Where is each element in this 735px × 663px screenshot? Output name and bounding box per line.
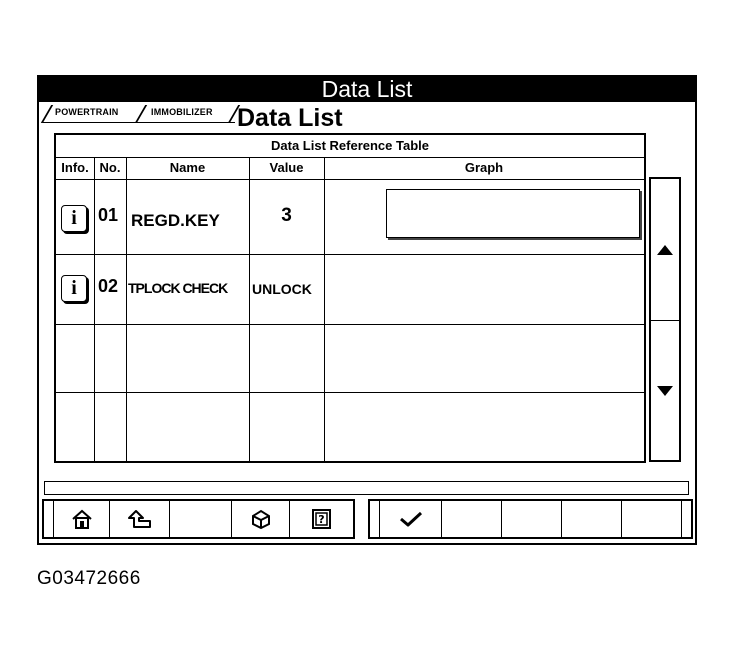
toolbar-spacer <box>682 501 691 537</box>
back-icon <box>127 508 153 530</box>
data-list-table <box>54 133 646 463</box>
tab-divider <box>135 105 147 123</box>
row-value: UNLOCK <box>252 281 312 297</box>
scrollbar-divider <box>651 320 679 321</box>
tab-underline <box>43 122 235 123</box>
scan-tool-screen <box>37 75 697 545</box>
row-divider <box>56 254 644 255</box>
blank-button[interactable] <box>502 501 562 537</box>
svg-text:?: ? <box>317 513 325 526</box>
blank-button[interactable] <box>562 501 622 537</box>
column-divider <box>126 157 127 461</box>
header-divider <box>56 179 644 180</box>
row-number: 02 <box>98 276 119 296</box>
triangle-up-icon[interactable] <box>657 245 673 255</box>
col-header-name: Name <box>126 157 249 180</box>
column-divider <box>324 157 325 461</box>
help-button[interactable] <box>290 501 353 537</box>
blank-button[interactable] <box>170 501 232 537</box>
tab-immobilizer[interactable]: IMMOBILIZER <box>151 107 213 117</box>
info-icon[interactable]: i <box>61 275 87 302</box>
column-divider <box>249 157 250 461</box>
toolbar-spacer <box>44 501 54 537</box>
row-name: REGD.KEY <box>131 211 220 230</box>
tab-divider <box>41 105 53 123</box>
home-button[interactable] <box>54 501 110 537</box>
row-number: 01 <box>98 205 119 225</box>
column-divider <box>94 157 95 461</box>
row-divider <box>56 324 644 325</box>
back-button[interactable] <box>110 501 170 537</box>
blank-button[interactable] <box>442 501 502 537</box>
home-icon <box>70 507 94 531</box>
col-header-no: No. <box>94 157 126 180</box>
tab-strip <box>43 105 253 125</box>
scrollbar[interactable] <box>649 177 681 462</box>
bottom-toolbar <box>39 499 695 543</box>
toolbar-right-group <box>368 499 693 539</box>
col-header-graph: Graph <box>324 157 644 180</box>
window-title: Data List <box>39 77 695 102</box>
col-header-info: Info. <box>56 157 94 180</box>
toolbar-left-group <box>42 499 355 539</box>
toolbar-spacer <box>370 501 380 537</box>
blank-button[interactable] <box>622 501 682 537</box>
status-bar <box>44 481 689 495</box>
row-divider <box>56 392 644 393</box>
help-icon <box>310 507 334 531</box>
print-icon <box>249 508 273 530</box>
checkmark-icon <box>398 510 424 528</box>
tab-powertrain[interactable]: POWERTRAIN <box>55 107 119 117</box>
info-icon[interactable]: i <box>61 205 87 232</box>
figure-id: G03472666 <box>37 568 141 589</box>
table-caption: Data List Reference Table <box>56 135 644 158</box>
triangle-down-icon[interactable] <box>657 386 673 396</box>
graph-box <box>386 189 640 238</box>
print-button[interactable] <box>232 501 290 537</box>
row-name: TPLOCK CHECK <box>128 280 228 296</box>
col-header-value: Value <box>249 157 324 180</box>
page-title: Data List <box>237 104 343 132</box>
confirm-button[interactable] <box>380 501 442 537</box>
row-value: 3 <box>281 205 292 226</box>
